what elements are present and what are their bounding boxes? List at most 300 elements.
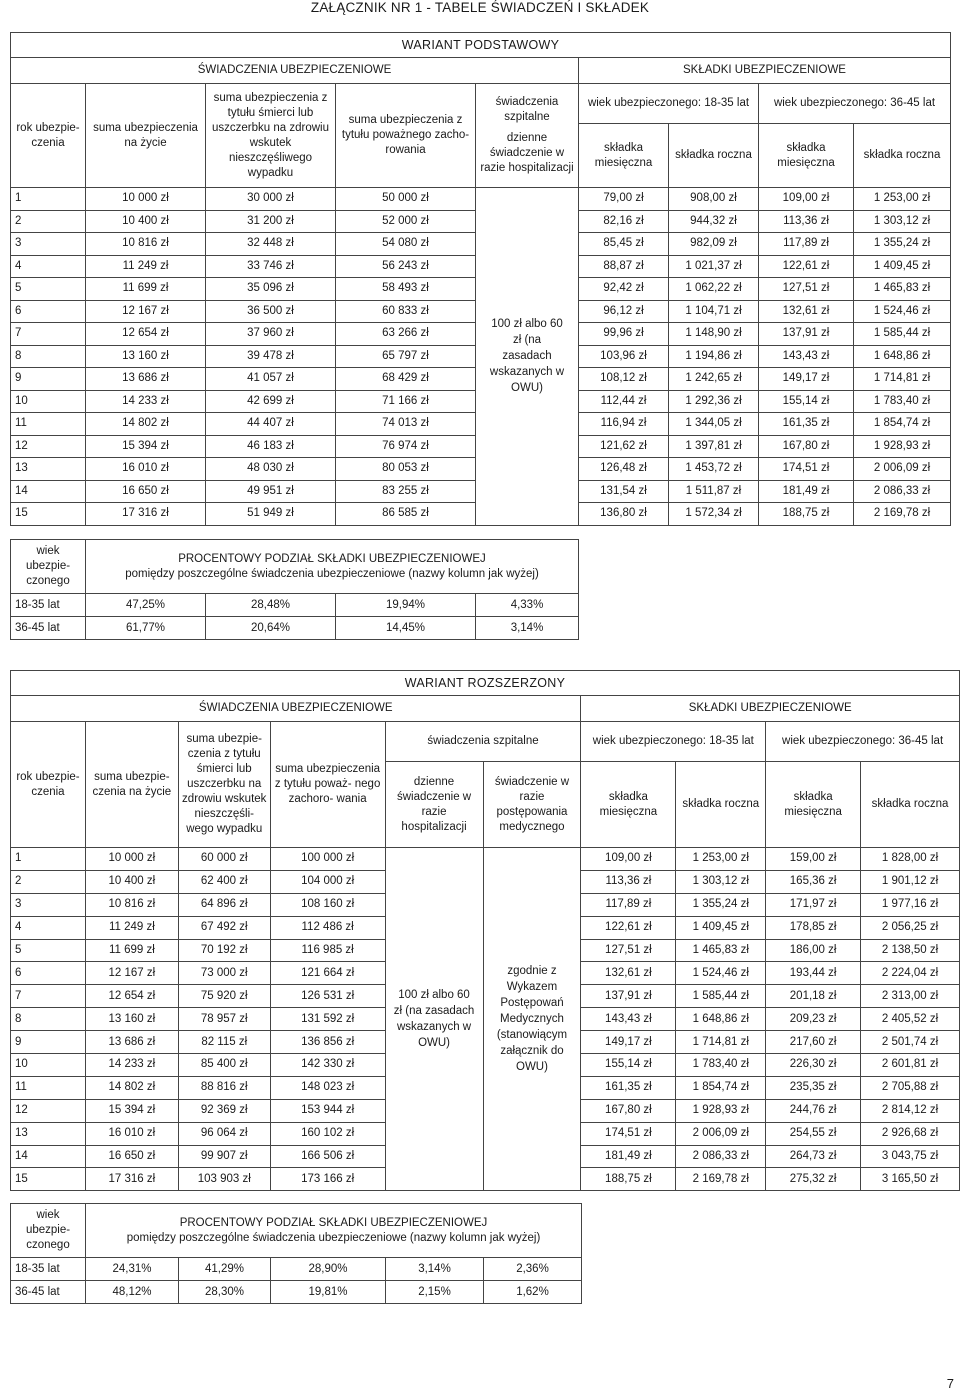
annual-18-35-cell: 1 648,86 zł xyxy=(676,1008,766,1031)
col-header-life: suma ubezpie- czenia na życie xyxy=(85,722,178,848)
annual-36-45-cell: 1 854,74 zł xyxy=(854,413,951,436)
illness-sum-cell: 52 000 zł xyxy=(336,210,476,233)
monthly-36-45-cell: 201,18 zł xyxy=(766,985,861,1008)
annual-18-35-cell: 1 242,65 zł xyxy=(669,368,759,391)
annual-36-45-cell: 2 224,04 zł xyxy=(861,962,960,985)
variant-title: WARIANT ROZSZERZONY xyxy=(11,671,960,696)
annual-36-45-cell: 2 705,88 zł xyxy=(861,1076,960,1099)
death-sum-cell: 99 907 zł xyxy=(178,1145,270,1168)
year-cell: 5 xyxy=(11,939,86,962)
table-row xyxy=(11,1258,582,1281)
death-sum-cell: 88 816 zł xyxy=(178,1076,270,1099)
life-sum-cell: 16 650 zł xyxy=(86,480,206,503)
monthly-36-45-cell: 181,49 zł xyxy=(759,480,854,503)
life-sum-cell: 16 010 zł xyxy=(85,1122,178,1145)
col-header-annual: składka roczna xyxy=(861,762,960,848)
monthly-36-45-cell: 193,44 zł xyxy=(766,962,861,985)
hospital-benefit-note: 100 zł albo 60 zł (na zasadach wskazanych w OWU) xyxy=(385,848,483,1191)
age-header-36-45: wiek ubezpieczonego: 36-45 lat xyxy=(766,722,960,762)
monthly-36-45-cell: 188,75 zł xyxy=(759,503,854,526)
annual-18-35-cell: 1 572,34 zł xyxy=(669,503,759,526)
life-sum-cell: 13 160 zł xyxy=(85,1008,178,1031)
col-header-hospital-daily: dzienne świadczenie w razie hospitalizacji xyxy=(385,762,483,848)
death-sum-cell: 35 096 zł xyxy=(206,278,336,301)
illness-sum-cell: 112 486 zł xyxy=(270,916,385,939)
death-sum-cell: 73 000 zł xyxy=(178,962,270,985)
death-share-cell: 28,30% xyxy=(179,1281,271,1304)
annual-36-45-cell: 1 253,00 zł xyxy=(854,188,951,211)
annual-18-35-cell: 1 465,83 zł xyxy=(676,939,766,962)
hospital-group-header: świadczenia szpitalne xyxy=(385,722,581,762)
year-cell: 12 xyxy=(11,1099,86,1122)
annual-36-45-cell: 3 165,50 zł xyxy=(861,1168,960,1191)
death-sum-cell: 103 903 zł xyxy=(178,1168,270,1191)
death-sum-cell: 92 369 zł xyxy=(178,1099,270,1122)
annual-36-45-cell: 1 524,46 zł xyxy=(854,300,951,323)
life-sum-cell: 10 000 zł xyxy=(86,188,206,211)
split-caption xyxy=(86,540,579,594)
life-sum-cell: 10 816 zł xyxy=(86,233,206,256)
col-header-annual: składka roczna xyxy=(854,124,951,188)
life-sum-cell: 10 400 zł xyxy=(85,870,178,893)
illness-sum-cell: 71 166 zł xyxy=(336,390,476,413)
age-group-cell: 36-45 lat xyxy=(11,617,86,640)
death-share-cell: 41,29% xyxy=(179,1258,271,1281)
age-group-cell: 36-45 lat xyxy=(11,1281,86,1304)
monthly-36-45-cell: 226,30 zł xyxy=(766,1054,861,1077)
illness-share-cell: 19,94% xyxy=(336,594,476,617)
annual-36-45-cell: 1 714,81 zł xyxy=(854,368,951,391)
monthly-18-35-cell: 92,42 zł xyxy=(579,278,669,301)
year-cell: 4 xyxy=(11,255,86,278)
annual-18-35-cell: 1 714,81 zł xyxy=(676,1031,766,1054)
year-cell: 2 xyxy=(11,210,86,233)
monthly-36-45-cell: 174,51 zł xyxy=(759,458,854,481)
monthly-36-45-cell: 209,23 zł xyxy=(766,1008,861,1031)
annual-36-45-cell: 2 006,09 zł xyxy=(854,458,951,481)
year-cell: 6 xyxy=(11,962,86,985)
annual-18-35-cell: 1 585,44 zł xyxy=(676,985,766,1008)
illness-sum-cell: 80 053 zł xyxy=(336,458,476,481)
split-caption xyxy=(86,1204,582,1258)
basic-split-table xyxy=(10,539,579,640)
death-sum-cell: 41 057 zł xyxy=(206,368,336,391)
split-age-header: wiek ubezpie- czonego xyxy=(11,540,86,594)
annual-18-35-cell: 1 511,87 zł xyxy=(669,480,759,503)
split-subtitle: pomiędzy poszczególne świadczenia ubezpieczeniowe (nazwy kolumn jak wyżej) xyxy=(126,1231,541,1244)
life-sum-cell: 10 816 zł xyxy=(85,893,178,916)
table-row xyxy=(11,617,579,640)
split-age-header: wiek ubezpie- czonego xyxy=(11,1204,86,1258)
death-sum-cell: 62 400 zł xyxy=(178,870,270,893)
monthly-18-35-cell: 109,00 zł xyxy=(581,848,676,871)
annual-36-45-cell: 1 901,12 zł xyxy=(861,870,960,893)
year-cell: 8 xyxy=(11,1008,86,1031)
procedure-benefit-note: zgodnie z Wykazem Postępowań Medycznych (stanowiącym załącznik do OWU) xyxy=(483,848,581,1191)
annual-18-35-cell: 1 355,24 zł xyxy=(676,893,766,916)
monthly-18-35-cell: 79,00 zł xyxy=(579,188,669,211)
annual-18-35-cell: 1 783,40 zł xyxy=(676,1054,766,1077)
extended-split-table xyxy=(10,1203,582,1304)
monthly-36-45-cell: 149,17 zł xyxy=(759,368,854,391)
col-header-year: rok ubezpie- czenia xyxy=(11,722,86,848)
monthly-36-45-cell: 178,85 zł xyxy=(766,916,861,939)
illness-sum-cell: 58 493 zł xyxy=(336,278,476,301)
death-sum-cell: 39 478 zł xyxy=(206,345,336,368)
annual-18-35-cell: 1 148,90 zł xyxy=(669,323,759,346)
life-sum-cell: 16 650 zł xyxy=(85,1145,178,1168)
life-sum-cell: 15 394 zł xyxy=(86,435,206,458)
monthly-18-35-cell: 82,16 zł xyxy=(579,210,669,233)
year-cell: 12 xyxy=(11,435,86,458)
year-cell: 15 xyxy=(11,1168,86,1191)
life-sum-cell: 11 249 zł xyxy=(85,916,178,939)
col-header-life: suma ubezpieczenia na życie xyxy=(86,84,206,188)
year-cell: 1 xyxy=(11,848,86,871)
year-cell: 3 xyxy=(11,893,86,916)
annual-36-45-cell: 1 465,83 zł xyxy=(854,278,951,301)
year-cell: 7 xyxy=(11,985,86,1008)
illness-sum-cell: 153 944 zł xyxy=(270,1099,385,1122)
age-header-18-35: wiek ubezpieczonego: 18-35 lat xyxy=(579,84,759,124)
monthly-18-35-cell: 188,75 zł xyxy=(581,1168,676,1191)
procedure-share-cell: 1,62% xyxy=(484,1281,582,1304)
basic-variant-table xyxy=(10,32,951,526)
benefits-group-header: ŚWIADCZENIA UBEZPIECZENIOWE xyxy=(11,696,581,722)
monthly-18-35-cell: 132,61 zł xyxy=(581,962,676,985)
death-sum-cell: 30 000 zł xyxy=(206,188,336,211)
annual-18-35-cell: 908,00 zł xyxy=(669,188,759,211)
monthly-18-35-cell: 127,51 zł xyxy=(581,939,676,962)
illness-sum-cell: 148 023 zł xyxy=(270,1076,385,1099)
death-sum-cell: 42 699 zł xyxy=(206,390,336,413)
monthly-18-35-cell: 137,91 zł xyxy=(581,985,676,1008)
death-sum-cell: 67 492 zł xyxy=(178,916,270,939)
annual-36-45-cell: 2 501,74 zł xyxy=(861,1031,960,1054)
annual-18-35-cell: 1 453,72 zł xyxy=(669,458,759,481)
annual-18-35-cell: 1 253,00 zł xyxy=(676,848,766,871)
monthly-18-35-cell: 174,51 zł xyxy=(581,1122,676,1145)
illness-sum-cell: 65 797 zł xyxy=(336,345,476,368)
monthly-18-35-cell: 181,49 zł xyxy=(581,1145,676,1168)
premiums-group-header: SKŁADKI UBEZPIECZENIOWE xyxy=(579,58,951,84)
life-sum-cell: 11 699 zł xyxy=(85,939,178,962)
year-cell: 10 xyxy=(11,1054,86,1077)
year-cell: 15 xyxy=(11,503,86,526)
hospital-header-sub: dzienne świadczenie w razie hospitalizacji xyxy=(480,132,574,174)
monthly-36-45-cell: 235,35 zł xyxy=(766,1076,861,1099)
death-sum-cell: 46 183 zł xyxy=(206,435,336,458)
hospital-share-cell: 2,15% xyxy=(386,1281,484,1304)
col-header-death: suma ubezpieczenia z tytułu śmierci lub uszczerbku na zdrowiu wskutek nieszczęśliwego wypadku xyxy=(206,84,336,188)
annual-18-35-cell: 1 303,12 zł xyxy=(676,870,766,893)
annual-18-35-cell: 982,09 zł xyxy=(669,233,759,256)
annual-36-45-cell: 1 977,16 zł xyxy=(861,893,960,916)
annual-36-45-cell: 2 814,12 zł xyxy=(861,1099,960,1122)
age-header-36-45: wiek ubezpieczonego: 36-45 lat xyxy=(759,84,951,124)
annual-36-45-cell: 2 169,78 zł xyxy=(854,503,951,526)
extended-variant-table xyxy=(10,670,960,1191)
illness-sum-cell: 160 102 zł xyxy=(270,1122,385,1145)
table-row xyxy=(11,848,960,871)
annual-18-35-cell: 2 169,78 zł xyxy=(676,1168,766,1191)
life-share-cell: 61,77% xyxy=(86,617,206,640)
annual-36-45-cell: 2 926,68 zł xyxy=(861,1122,960,1145)
year-cell: 9 xyxy=(11,1031,86,1054)
death-sum-cell: 44 407 zł xyxy=(206,413,336,436)
illness-share-cell: 28,90% xyxy=(271,1258,386,1281)
annual-36-45-cell: 1 355,24 zł xyxy=(854,233,951,256)
monthly-18-35-cell: 85,45 zł xyxy=(579,233,669,256)
life-sum-cell: 12 654 zł xyxy=(85,985,178,1008)
annual-18-35-cell: 1 104,71 zł xyxy=(669,300,759,323)
col-header-annual: składka roczna xyxy=(669,124,759,188)
premiums-group-header: SKŁADKI UBEZPIECZENIOWE xyxy=(581,696,960,722)
col-header-hospital xyxy=(476,84,579,188)
life-sum-cell: 14 233 zł xyxy=(86,390,206,413)
monthly-18-35-cell: 88,87 zł xyxy=(579,255,669,278)
monthly-36-45-cell: 186,00 zł xyxy=(766,939,861,962)
split-title: PROCENTOWY PODZIAŁ SKŁADKI UBEZPIECZENIOWEJ xyxy=(178,552,486,565)
procedure-share-cell: 2,36% xyxy=(484,1258,582,1281)
annual-18-35-cell: 1 854,74 zł xyxy=(676,1076,766,1099)
col-header-year: rok ubezpie- czenia xyxy=(11,84,86,188)
annual-18-35-cell: 1 344,05 zł xyxy=(669,413,759,436)
year-cell: 13 xyxy=(11,1122,86,1145)
year-cell: 6 xyxy=(11,300,86,323)
life-sum-cell: 14 802 zł xyxy=(86,413,206,436)
annual-18-35-cell: 944,32 zł xyxy=(669,210,759,233)
illness-sum-cell: 50 000 zł xyxy=(336,188,476,211)
illness-sum-cell: 173 166 zł xyxy=(270,1168,385,1191)
monthly-18-35-cell: 167,80 zł xyxy=(581,1099,676,1122)
illness-sum-cell: 142 330 zł xyxy=(270,1054,385,1077)
life-sum-cell: 11 249 zł xyxy=(86,255,206,278)
table-row xyxy=(11,188,951,211)
death-sum-cell: 37 960 zł xyxy=(206,323,336,346)
year-cell: 13 xyxy=(11,458,86,481)
illness-share-cell: 19,81% xyxy=(271,1281,386,1304)
age-group-cell: 18-35 lat xyxy=(11,1258,86,1281)
monthly-18-35-cell: 143,43 zł xyxy=(581,1008,676,1031)
life-sum-cell: 11 699 zł xyxy=(86,278,206,301)
annual-36-45-cell: 1 585,44 zł xyxy=(854,323,951,346)
illness-sum-cell: 126 531 zł xyxy=(270,985,385,1008)
illness-sum-cell: 166 506 zł xyxy=(270,1145,385,1168)
death-sum-cell: 64 896 zł xyxy=(178,893,270,916)
col-header-illness: suma ubezpieczenia z tytułu poważnego zacho- rowania xyxy=(336,84,476,188)
monthly-36-45-cell: 244,76 zł xyxy=(766,1099,861,1122)
monthly-18-35-cell: 126,48 zł xyxy=(579,458,669,481)
annual-18-35-cell: 1 194,86 zł xyxy=(669,345,759,368)
life-share-cell: 24,31% xyxy=(86,1258,179,1281)
monthly-36-45-cell: 167,80 zł xyxy=(759,435,854,458)
monthly-18-35-cell: 155,14 zł xyxy=(581,1054,676,1077)
death-sum-cell: 32 448 zł xyxy=(206,233,336,256)
monthly-36-45-cell: 117,89 zł xyxy=(759,233,854,256)
monthly-18-35-cell: 113,36 zł xyxy=(581,870,676,893)
age-header-18-35: wiek ubezpieczonego: 18-35 lat xyxy=(581,722,766,762)
life-sum-cell: 10 400 zł xyxy=(86,210,206,233)
monthly-36-45-cell: 264,73 zł xyxy=(766,1145,861,1168)
annual-36-45-cell: 1 828,00 zł xyxy=(861,848,960,871)
death-sum-cell: 75 920 zł xyxy=(178,985,270,1008)
annual-18-35-cell: 1 397,81 zł xyxy=(669,435,759,458)
annual-18-35-cell: 1 928,93 zł xyxy=(676,1099,766,1122)
monthly-18-35-cell: 117,89 zł xyxy=(581,893,676,916)
annual-36-45-cell: 3 043,75 zł xyxy=(861,1145,960,1168)
year-cell: 2 xyxy=(11,870,86,893)
life-sum-cell: 16 010 zł xyxy=(86,458,206,481)
death-sum-cell: 33 746 zł xyxy=(206,255,336,278)
monthly-18-35-cell: 121,62 zł xyxy=(579,435,669,458)
life-sum-cell: 14 802 zł xyxy=(85,1076,178,1099)
monthly-36-45-cell: 161,35 zł xyxy=(759,413,854,436)
life-sum-cell: 14 233 zł xyxy=(85,1054,178,1077)
annual-36-45-cell: 2 086,33 zł xyxy=(854,480,951,503)
life-sum-cell: 13 686 zł xyxy=(86,368,206,391)
hospital-share-cell: 3,14% xyxy=(476,617,579,640)
annual-18-35-cell: 1 524,46 zł xyxy=(676,962,766,985)
life-sum-cell: 13 160 zł xyxy=(86,345,206,368)
monthly-18-35-cell: 122,61 zł xyxy=(581,916,676,939)
annual-18-35-cell: 1 292,36 zł xyxy=(669,390,759,413)
annual-36-45-cell: 2 056,25 zł xyxy=(861,916,960,939)
illness-sum-cell: 104 000 zł xyxy=(270,870,385,893)
col-header-monthly: składka miesięczna xyxy=(581,762,676,848)
annual-36-45-cell: 2 138,50 zł xyxy=(861,939,960,962)
year-cell: 14 xyxy=(11,1145,86,1168)
col-header-illness: suma ubezpieczenia z tytułu poważ- nego zachoro- wania xyxy=(270,722,385,848)
hospital-benefit-note: 100 zł albo 60 zł (na zasadach wskazanych w OWU) xyxy=(476,188,579,526)
col-header-hospital-procedure: świadczenie w razie postępowania medycznego xyxy=(483,762,581,848)
death-sum-cell: 82 115 zł xyxy=(178,1031,270,1054)
page-number: 7 xyxy=(946,1376,954,1391)
col-header-monthly: składka miesięczna xyxy=(759,124,854,188)
illness-sum-cell: 86 585 zł xyxy=(336,503,476,526)
illness-sum-cell: 116 985 zł xyxy=(270,939,385,962)
life-sum-cell: 12 654 zł xyxy=(86,323,206,346)
col-header-death: suma ubezpie- czenia z tytułu śmierci lub uszczerbku na zdrowiu wskutek nieszczęśli- wego wypadku xyxy=(178,722,270,848)
monthly-36-45-cell: 122,61 zł xyxy=(759,255,854,278)
death-sum-cell: 96 064 zł xyxy=(178,1122,270,1145)
annual-18-35-cell: 1 062,22 zł xyxy=(669,278,759,301)
split-subtitle: pomiędzy poszczególne świadczenia ubezpieczeniowe (nazwy kolumn jak wyżej) xyxy=(125,567,539,580)
table-row xyxy=(11,594,579,617)
annual-18-35-cell: 1 021,37 zł xyxy=(669,255,759,278)
year-cell: 11 xyxy=(11,413,86,436)
year-cell: 14 xyxy=(11,480,86,503)
illness-sum-cell: 56 243 zł xyxy=(336,255,476,278)
monthly-18-35-cell: 136,80 zł xyxy=(579,503,669,526)
monthly-36-45-cell: 217,60 zł xyxy=(766,1031,861,1054)
illness-sum-cell: 54 080 zł xyxy=(336,233,476,256)
death-share-cell: 20,64% xyxy=(206,617,336,640)
illness-sum-cell: 136 856 zł xyxy=(270,1031,385,1054)
death-sum-cell: 49 951 zł xyxy=(206,480,336,503)
illness-sum-cell: 68 429 zł xyxy=(336,368,476,391)
monthly-36-45-cell: 171,97 zł xyxy=(766,893,861,916)
monthly-36-45-cell: 127,51 zł xyxy=(759,278,854,301)
year-cell: 9 xyxy=(11,368,86,391)
life-sum-cell: 12 167 zł xyxy=(85,962,178,985)
life-sum-cell: 12 167 zł xyxy=(86,300,206,323)
age-group-cell: 18-35 lat xyxy=(11,594,86,617)
monthly-18-35-cell: 161,35 zł xyxy=(581,1076,676,1099)
col-header-monthly: składka miesięczna xyxy=(766,762,861,848)
monthly-36-45-cell: 113,36 zł xyxy=(759,210,854,233)
year-cell: 10 xyxy=(11,390,86,413)
monthly-18-35-cell: 116,94 zł xyxy=(579,413,669,436)
death-sum-cell: 85 400 zł xyxy=(178,1054,270,1077)
monthly-36-45-cell: 155,14 zł xyxy=(759,390,854,413)
monthly-18-35-cell: 103,96 zł xyxy=(579,345,669,368)
annual-18-35-cell: 2 086,33 zł xyxy=(676,1145,766,1168)
split-title: PROCENTOWY PODZIAŁ SKŁADKI UBEZPIECZENIOWEJ xyxy=(179,1216,488,1229)
monthly-36-45-cell: 254,55 zł xyxy=(766,1122,861,1145)
col-header-annual: składka roczna xyxy=(676,762,766,848)
death-sum-cell: 36 500 zł xyxy=(206,300,336,323)
death-share-cell: 28,48% xyxy=(206,594,336,617)
monthly-18-35-cell: 108,12 zł xyxy=(579,368,669,391)
table-row xyxy=(11,1281,582,1304)
year-cell: 4 xyxy=(11,916,86,939)
death-sum-cell: 48 030 zł xyxy=(206,458,336,481)
monthly-36-45-cell: 165,36 zł xyxy=(766,870,861,893)
death-sum-cell: 51 949 zł xyxy=(206,503,336,526)
year-cell: 8 xyxy=(11,345,86,368)
monthly-36-45-cell: 159,00 zł xyxy=(766,848,861,871)
illness-sum-cell: 108 160 zł xyxy=(270,893,385,916)
page-title: ZAŁĄCZNIK NR 1 - TABELE ŚWIADCZEŃ I SKŁADEK xyxy=(310,0,650,15)
monthly-36-45-cell: 132,61 zł xyxy=(759,300,854,323)
hospital-header-top: świadczenia szpitalne xyxy=(495,96,559,123)
illness-sum-cell: 60 833 zł xyxy=(336,300,476,323)
year-cell: 5 xyxy=(11,278,86,301)
year-cell: 1 xyxy=(11,188,86,211)
illness-sum-cell: 121 664 zł xyxy=(270,962,385,985)
death-sum-cell: 70 192 zł xyxy=(178,939,270,962)
illness-sum-cell: 63 266 zł xyxy=(336,323,476,346)
monthly-18-35-cell: 96,12 zł xyxy=(579,300,669,323)
variant-title: WARIANT PODSTAWOWY xyxy=(11,33,951,58)
annual-36-45-cell: 2 601,81 zł xyxy=(861,1054,960,1077)
illness-share-cell: 14,45% xyxy=(336,617,476,640)
life-share-cell: 48,12% xyxy=(86,1281,179,1304)
illness-sum-cell: 83 255 zł xyxy=(336,480,476,503)
death-sum-cell: 60 000 zł xyxy=(178,848,270,871)
monthly-36-45-cell: 275,32 zł xyxy=(766,1168,861,1191)
death-sum-cell: 78 957 zł xyxy=(178,1008,270,1031)
hospital-share-cell: 4,33% xyxy=(476,594,579,617)
monthly-36-45-cell: 143,43 zł xyxy=(759,345,854,368)
monthly-36-45-cell: 109,00 zł xyxy=(759,188,854,211)
annual-18-35-cell: 1 409,45 zł xyxy=(676,916,766,939)
illness-sum-cell: 74 013 zł xyxy=(336,413,476,436)
life-sum-cell: 17 316 zł xyxy=(85,1168,178,1191)
year-cell: 11 xyxy=(11,1076,86,1099)
year-cell: 3 xyxy=(11,233,86,256)
monthly-18-35-cell: 99,96 zł xyxy=(579,323,669,346)
benefits-group-header: ŚWIADCZENIA UBEZPIECZENIOWE xyxy=(11,58,579,84)
col-header-monthly: składka miesięczna xyxy=(579,124,669,188)
illness-sum-cell: 131 592 zł xyxy=(270,1008,385,1031)
life-sum-cell: 15 394 zł xyxy=(85,1099,178,1122)
illness-sum-cell: 100 000 zł xyxy=(270,848,385,871)
monthly-18-35-cell: 131,54 zł xyxy=(579,480,669,503)
annual-36-45-cell: 1 409,45 zł xyxy=(854,255,951,278)
monthly-36-45-cell: 137,91 zł xyxy=(759,323,854,346)
